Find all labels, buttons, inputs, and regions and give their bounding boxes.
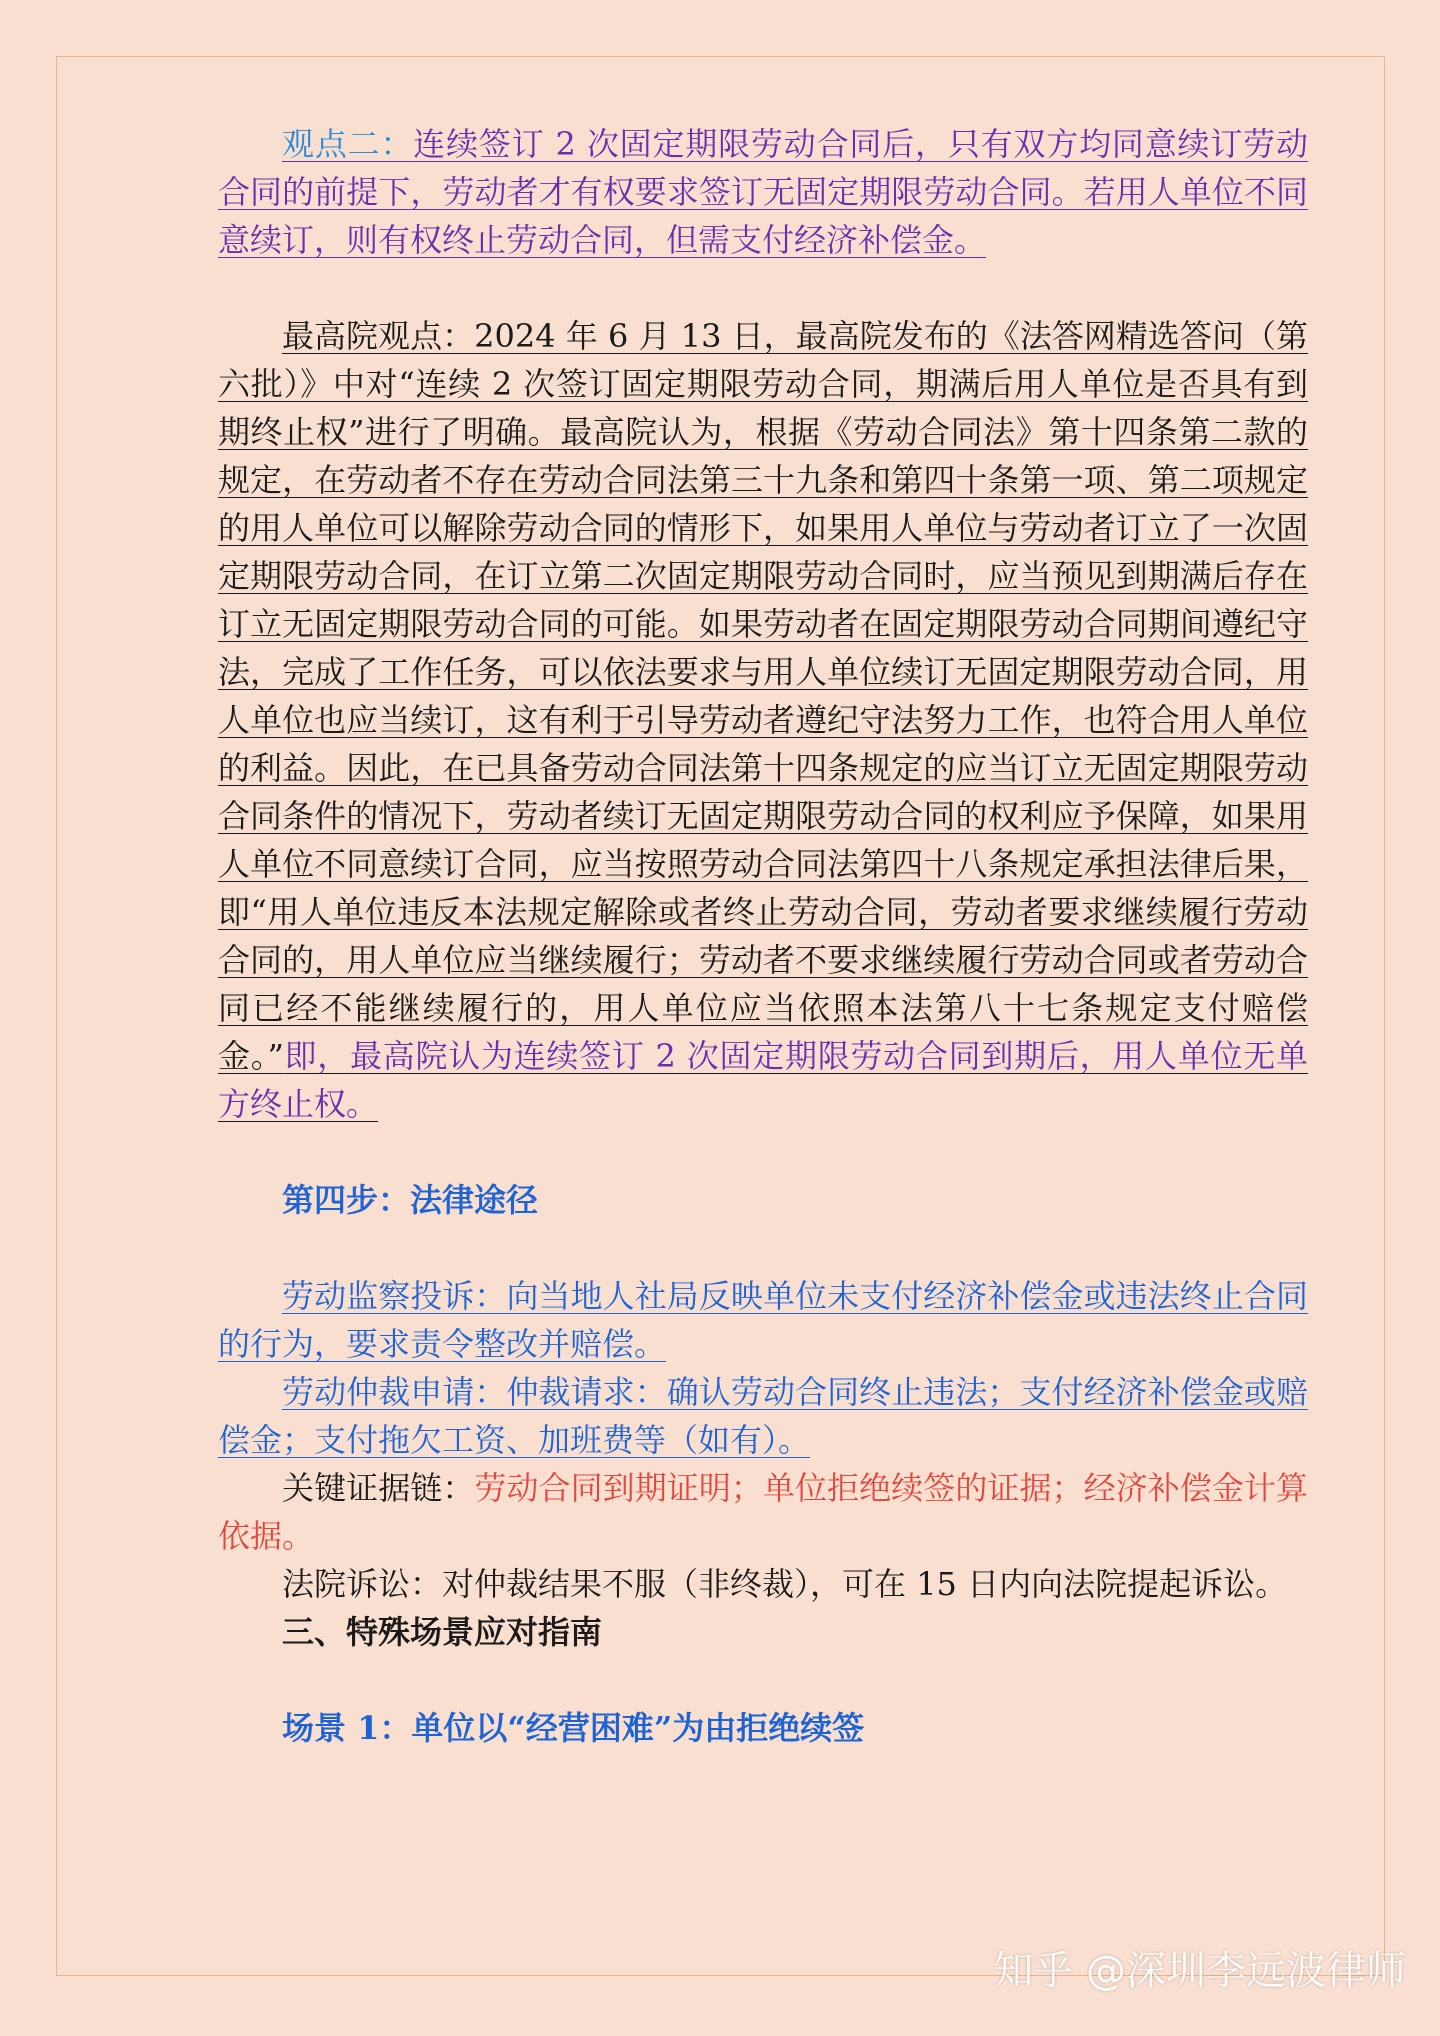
document-body [218, 120, 1308, 1752]
labor-arbitration-text: 仲裁请求：确认劳动合同终止违法；支付经济补偿金或赔偿金；支付拖欠工资、加班费等（如有）。 [218, 1373, 1308, 1459]
labor-arbitration-paragraph [218, 1368, 1308, 1464]
evidence-paragraph [218, 1464, 1308, 1560]
court-litigation-paragraph [218, 1560, 1308, 1608]
spacer [218, 1224, 1308, 1272]
scene-one-heading: 场景 1：单位以“经营困难”为由拒绝续签 [282, 1709, 865, 1747]
labor-inspection-label: 劳动监察投诉： [282, 1277, 507, 1315]
supreme-court-body: 最高院观点：2024 年 6 月 13 日，最高院发布的《法答网精选答问（第六批）》中对“连续 2 次签订固定期限劳动合同，期满后用人单位是否具有到期终止权”进行了明确。最高院认为，根据《劳动合同法》第十四条第二款的规定，在劳动者不存在劳动合同法第三十九条和第四十条第一项、第二项规定的用人单位可以解除劳动合同的情形下，如果用人单位与劳动者订立了一次固定期限劳动合同，在订立第二次固定期限劳动合同时，应当预见到期满后存在订立无固定期限劳动合同的可能。如果劳动者在固定期限劳动合同期间遵纪守法，完成了工作任务，可以依法要求与用人单位续订无固定期限劳动合同，用人单位也应当续订，这有利于引导劳动者遵纪守法努力工作，也符合用人单位的利益。因此，在已具备劳动合同法第十四条规定的应当订立无固定期限劳动合同条件的情况下，劳动者续订无固定期限劳动合同的权利应予保障，如果用人单位不同意续订合同，应当按照劳动合同法第四十八条规定承担法律后果，即“用人单位违反本法规定解除或者终止劳动合同，劳动者要求继续履行劳动合同的，用人单位应当继续履行；劳动者不要求继续履行劳动合同或者劳动合同已经不能继续履行的，用人单位应当依照本法第八十七条规定支付赔偿金。” [218, 317, 1308, 1075]
step-four-heading: 第四步：法律途径 [282, 1181, 539, 1219]
zhihu-watermark: 知乎 @深圳李远波律师 [993, 1948, 1406, 1994]
supreme-court-conclusion-prefix: 即， [283, 1037, 351, 1075]
labor-inspection-text: 向当地人社局反映单位未支付经济补偿金或违法终止合同的行为，要求责令整改并赔偿。 [218, 1277, 1308, 1363]
labor-inspection-paragraph [218, 1272, 1308, 1368]
spacer [218, 1128, 1308, 1176]
viewpoint-two-text: 连续签订 2 次固定期限劳动合同后，只有双方均同意续订劳动合同的前提下，劳动者才有权要求签订无固定期限劳动合同。若用人单位不同意续订，则有权终止劳动合同，但需支付经济补偿金。 [218, 125, 1308, 259]
supreme-court-conclusion: 最高院认为连续签订 2 次固定期限劳动合同到期后，用人单位无单方终止权。 [218, 1037, 1308, 1123]
spacer [218, 264, 1308, 312]
evidence-text: 劳动合同到期证明；单位拒绝续签的证据；经济补偿金计算依据。 [218, 1469, 1308, 1555]
court-litigation-label: 法院诉讼： [282, 1565, 443, 1603]
section-three-heading: 三、特殊场景应对指南 [282, 1613, 603, 1651]
court-litigation-text: 对仲裁结果不服（非终裁），可在 15 日内向法院提起诉讼。 [442, 1565, 1288, 1603]
evidence-label: 关键证据链： [282, 1469, 475, 1507]
labor-arbitration-label: 劳动仲裁申请： [282, 1373, 507, 1411]
viewpoint-two-label: 观点二： [282, 125, 414, 163]
supreme-court-paragraph [218, 312, 1308, 1128]
spacer [218, 1656, 1308, 1704]
viewpoint-two-paragraph [218, 120, 1308, 264]
